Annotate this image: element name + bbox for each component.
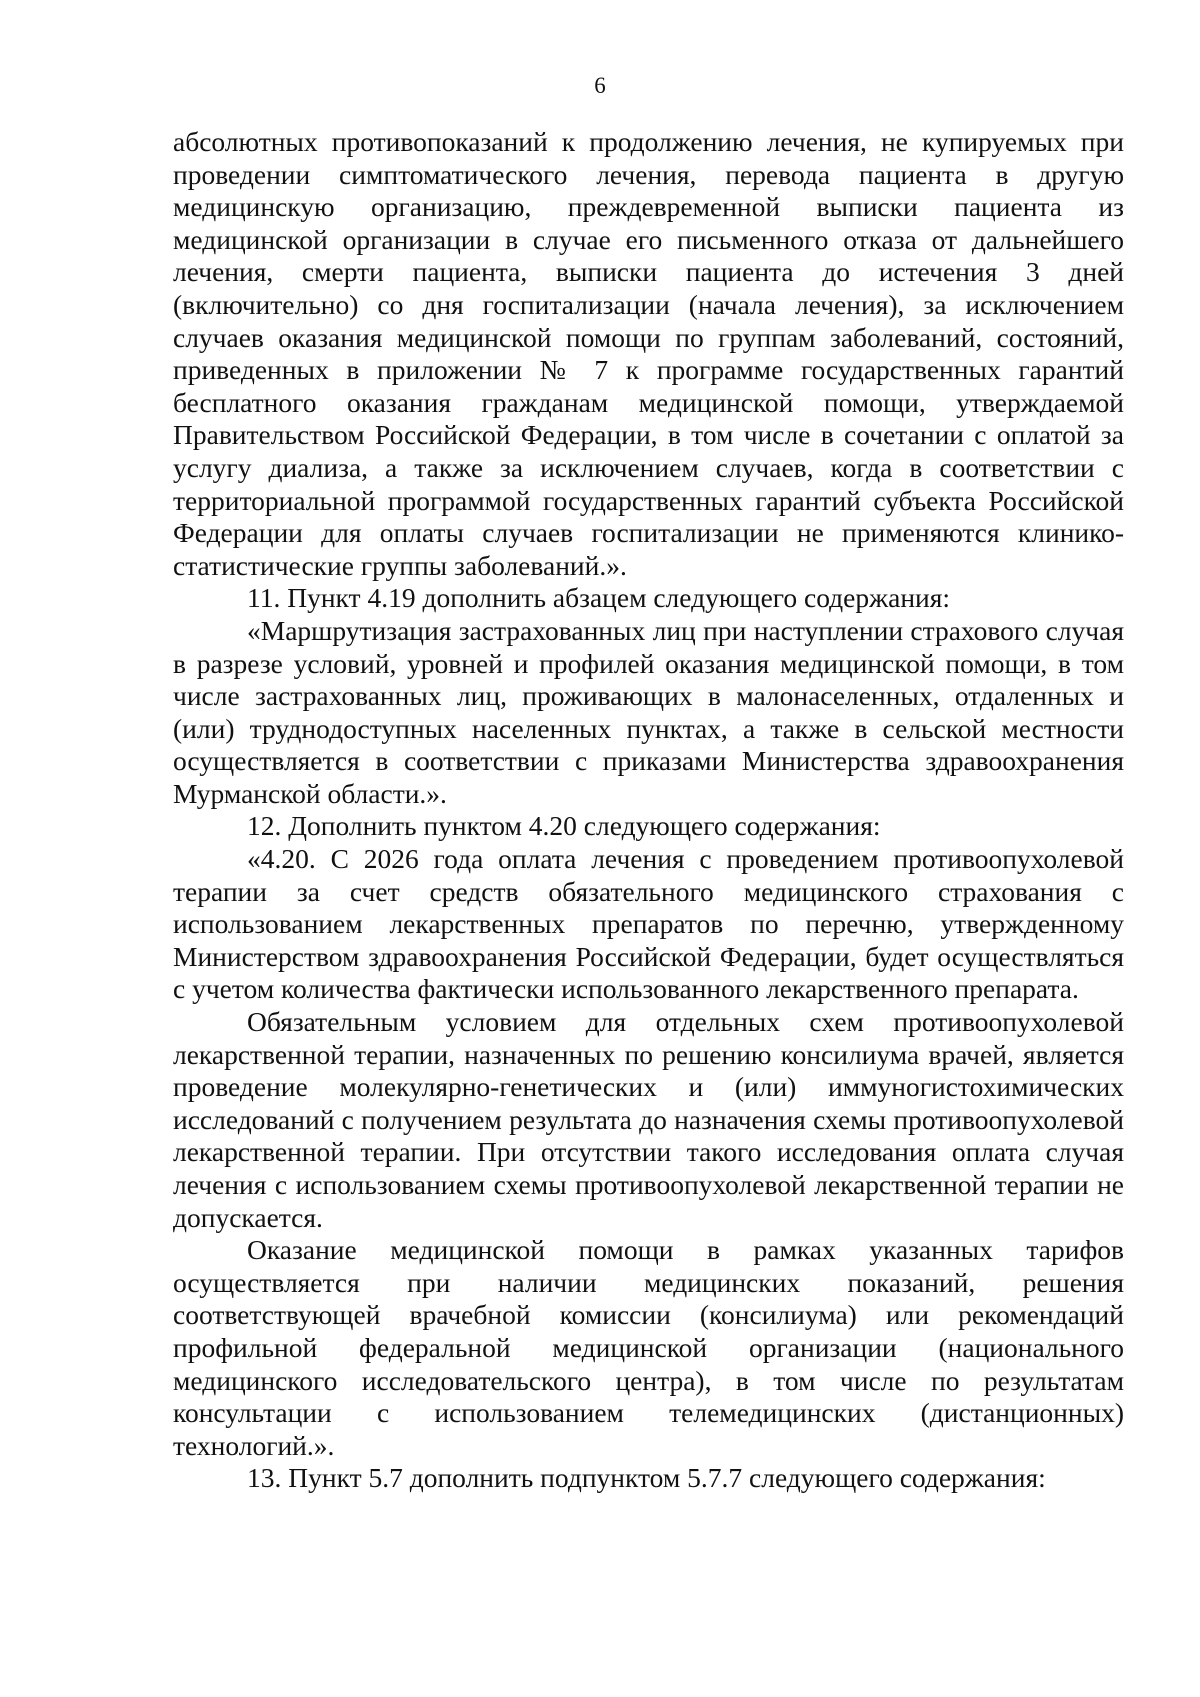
paragraph-care-provision: Оказание медицинской помощи в рамках указанных тарифов осуществляется при наличии медицинских показаний, решения соответствующей врачебной комиссии (консилиума) или рекомендаций профильной федеральной медицинской организации (национального медицинского исследовательского центра), в том числе по результатам консультации с использованием телемедицинских (дистанционных) технологий.». xyxy=(173,1234,1124,1461)
paragraph-continuation: абсолютных противопоказаний к продолжению лечения, не купируемых при проведении симптоматического лечения, перевода пациента в другую медицинскую организацию, преждевременной выписки пациента из медицинской организации в случае его письменного отказа от дальнейшего лечения, смерти пациента, выписки пациента до истечения 3 дней (включительно) со дня госпитализации (начала лечения), за исключением случаев оказания медицинской помощи по группам заболеваний, состояний, приведенных в приложении № 7 к программе государственных гарантий бесплатного оказания гражданам медицинской помощи, утверждаемой Правительством Российской Федерации, в том числе в сочетании с оплатой за услугу диализа, а также за исключением случаев, когда в соответствии с территориальной программой государственных гарантий субъекта Российской Федерации для оплаты случаев госпитализации не применяются клинико-статистические группы заболеваний.». xyxy=(173,126,1124,581)
paragraph-item-11-heading: 11. Пункт 4.19 дополнить абзацем следующего содержания: xyxy=(247,582,951,614)
paragraph-item-11-text: «Маршрутизация застрахованных лиц при наступлении страхового случая в разрезе условий, уровней и профилей оказания медицинской помощи, в том числе застрахованных лиц, проживающих в малонаселенных, отдаленных и (или) труднодоступных населенных пунктах, а также в сельской местности осуществляется в соответствии с приказами Министерства здравоохранения Мурманской области.». xyxy=(173,614,1124,809)
paragraph-item-13-heading: 13. Пункт 5.7 дополнить подпунктом 5.7.7 следующего содержания: xyxy=(247,1462,1046,1494)
paragraph-mandatory-condition: Обязательным условием для отдельных схем противоопухолевой лекарственной терапии, назначенных по решению консилиума врачей, является проведение молекулярно-генетических и (или) иммуногистохимических исследований с получением результата до назначения схемы противоопухолевой лекарственной терапии. При отсутствии такого исследования оплата случая лечения с использованием схемы противоопухолевой лекарственной терапии не допускается. xyxy=(173,1006,1124,1233)
document-body xyxy=(173,126,1124,1495)
paragraph-item-4-20-text: «4.20. С 2026 года оплата лечения с проведением противоопухолевой терапии за счет средств обязательного медицинского страхования с использованием лекарственных препаратов по перечню, утвержденному Министерством здравоохранения Российской Федерации, будет осуществляться с учетом количества фактически использованного лекарственного препарата. xyxy=(173,843,1124,1005)
page-number: 6 xyxy=(594,73,606,98)
paragraph-item-12-heading: 12. Дополнить пунктом 4.20 следующего содержания: xyxy=(247,810,881,842)
